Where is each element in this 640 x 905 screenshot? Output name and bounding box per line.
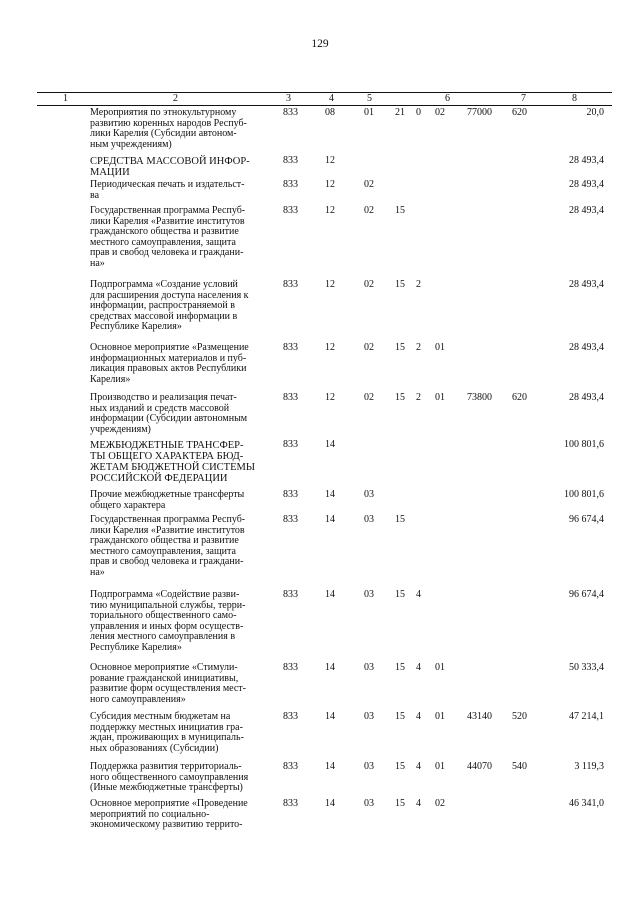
cell-col-6c: 02 <box>435 798 445 809</box>
description-line: Основное мероприятие «Проведение <box>90 798 248 809</box>
description-line: Основное мероприятие «Размещение <box>90 342 249 353</box>
description-line: ных изданий и средств массовой <box>90 402 230 414</box>
amount-cell: 46 341,0 <box>569 798 604 809</box>
cell-col-5: 02 <box>364 279 374 290</box>
cell-col-7: 620 <box>512 107 527 118</box>
cell-col-5: 03 <box>364 662 374 673</box>
cell-col-3: 833 <box>283 107 298 118</box>
cell-col-3: 833 <box>283 798 298 809</box>
description-line: РОССИЙСКОЙ ФЕДЕРАЦИИ <box>90 473 228 484</box>
description-line: СРЕДСТВА МАССОВОЙ ИНФОР- <box>90 156 250 167</box>
cell-col-6c: 01 <box>435 662 445 673</box>
description-line: Мероприятия по этнокультурному <box>90 107 237 118</box>
description-line: учреждениям) <box>90 423 151 435</box>
cell-col-6b: 2 <box>416 342 421 353</box>
amount-cell: 20,0 <box>586 107 604 118</box>
cell-col-3: 833 <box>283 205 298 216</box>
description-line: гражданского общества и развитие <box>90 535 239 547</box>
cell-col-6c: 01 <box>435 342 445 353</box>
description-line: местного самоуправления, защита <box>90 545 236 557</box>
cell-col-3: 833 <box>283 179 298 190</box>
cell-col-5: 03 <box>364 761 374 772</box>
cell-col-5: 03 <box>364 514 374 525</box>
description-line: ждан, проживающих в муниципаль- <box>90 732 244 744</box>
cell-col-4: 12 <box>325 392 335 403</box>
cell-col-5: 02 <box>364 179 374 190</box>
description-line: мероприятий по социально- <box>90 808 210 820</box>
cell-col-6b: 2 <box>416 392 421 403</box>
description-line: развитие форм осуществления мест- <box>90 683 247 695</box>
header-col-7: 7 <box>521 93 526 104</box>
cell-col-5: 03 <box>364 711 374 722</box>
amount-cell: 96 674,4 <box>569 514 604 525</box>
cell-col-6c: 02 <box>435 107 445 118</box>
row-description <box>90 590 270 654</box>
cell-col-6d: 73800 <box>467 392 492 403</box>
description-line: развитию коренных народов Респуб- <box>90 117 247 129</box>
amount-cell: 3 119,3 <box>574 761 604 772</box>
description-line: местного самоуправления, защита <box>90 236 236 248</box>
cell-col-5: 03 <box>364 589 374 600</box>
header-col-8: 8 <box>572 93 577 104</box>
description-line: ным учреждениям) <box>90 138 172 150</box>
header-col-3: 3 <box>286 93 291 104</box>
description-line: ториального общественного само- <box>90 610 237 622</box>
cell-col-4: 14 <box>325 798 335 809</box>
description-line: прав и свобод человека и граждани- <box>90 556 244 568</box>
cell-col-6d: 43140 <box>467 711 492 722</box>
cell-col-3: 833 <box>283 711 298 722</box>
cell-col-5: 02 <box>364 205 374 216</box>
amount-cell: 28 493,4 <box>569 155 604 166</box>
header-col-2: 2 <box>173 93 178 104</box>
description-line: ТЫ ОБЩЕГО ХАРАКТЕРА БЮД- <box>90 451 244 462</box>
cell-col-6b: 0 <box>416 107 421 118</box>
amount-cell: 96 674,4 <box>569 589 604 600</box>
description-line: для расширения доступа населения к <box>90 289 249 301</box>
cell-col-6c: 01 <box>435 711 445 722</box>
cell-col-4: 14 <box>325 489 335 500</box>
description-line: Производство и реализация печат- <box>90 392 237 403</box>
amount-cell: 28 493,4 <box>569 279 604 290</box>
cell-col-4: 12 <box>325 179 335 190</box>
description-line: Прочие межбюджетные трансферты <box>90 489 245 500</box>
amount-cell: 50 333,4 <box>569 662 604 673</box>
description-line: гражданского общества и развитие <box>90 226 239 238</box>
row-description <box>90 663 270 705</box>
row-description <box>90 712 270 754</box>
cell-col-3: 833 <box>283 489 298 500</box>
cell-col-4: 14 <box>325 711 335 722</box>
amount-cell: 28 493,4 <box>569 179 604 190</box>
cell-col-6c: 01 <box>435 392 445 403</box>
description-line: на» <box>90 566 105 578</box>
cell-col-6b: 4 <box>416 589 421 600</box>
description-line: прав и свобод человека и граждани- <box>90 247 244 259</box>
cell-col-6a: 15 <box>395 589 405 600</box>
description-line: Республике Карелия» <box>90 641 182 653</box>
description-line: информационных материалов и пуб- <box>90 352 247 364</box>
description-line: ного общественного самоуправления <box>90 771 249 783</box>
header-col-4: 4 <box>329 93 334 104</box>
cell-col-3: 833 <box>283 279 298 290</box>
cell-col-3: 833 <box>283 439 298 450</box>
description-line: управления и иных форм осуществ- <box>90 620 244 632</box>
row-description <box>90 440 270 484</box>
description-line: Подпрограмма «Создание условий <box>90 279 238 290</box>
description-line: информации (Субсидии автономным <box>90 413 248 425</box>
cell-col-3: 833 <box>283 589 298 600</box>
cell-col-7: 540 <box>512 761 527 772</box>
cell-col-6a: 15 <box>395 205 405 216</box>
cell-col-6a: 15 <box>395 662 405 673</box>
description-line: средствах массовой информации в <box>90 310 238 322</box>
cell-col-6b: 4 <box>416 711 421 722</box>
cell-col-3: 833 <box>283 514 298 525</box>
cell-col-7: 520 <box>512 711 527 722</box>
cell-col-6a: 15 <box>395 761 405 772</box>
cell-col-4: 12 <box>325 155 335 166</box>
row-description <box>90 762 270 794</box>
cell-col-6b: 4 <box>416 798 421 809</box>
description-line: рование гражданской инициативы, <box>90 672 239 684</box>
description-line: ления местного самоуправления в <box>90 631 236 643</box>
cell-col-6a: 15 <box>395 711 405 722</box>
description-line: лики Карелия «Развитие институтов <box>90 215 245 227</box>
description-line: Карелия» <box>90 373 131 385</box>
description-line: МАЦИИ <box>90 167 130 178</box>
row-description <box>90 180 270 201</box>
description-line: лики Карелия «Развитие институтов <box>90 524 245 536</box>
cell-col-5: 03 <box>364 489 374 500</box>
cell-col-6a: 21 <box>395 107 405 118</box>
cell-col-5: 02 <box>364 392 374 403</box>
row-description <box>90 156 270 178</box>
amount-cell: 28 493,4 <box>569 342 604 353</box>
description-line: ных образованиях (Субсидии) <box>90 742 219 754</box>
cell-col-4: 14 <box>325 589 335 600</box>
header-col-5: 5 <box>367 93 372 104</box>
cell-col-4: 14 <box>325 514 335 525</box>
description-line: экономическому развитию террито- <box>90 819 243 831</box>
cell-col-5: 02 <box>364 342 374 353</box>
description-line: Государственная программа Респуб- <box>90 514 246 525</box>
description-line: на» <box>90 257 105 269</box>
description-line: общего характера <box>90 499 166 511</box>
description-line: ного самоуправления» <box>90 693 186 705</box>
page-number: 129 <box>311 38 329 50</box>
description-line: Периодическая печать и издательст- <box>90 179 245 190</box>
cell-col-3: 833 <box>283 342 298 353</box>
header-col-1: 1 <box>63 93 68 104</box>
description-line: лики Карелия (Субсидии автоном- <box>90 128 237 140</box>
cell-col-4: 14 <box>325 662 335 673</box>
description-line: поддержку местных инициатив гра- <box>90 721 243 733</box>
row-description <box>90 393 270 435</box>
description-line: Основное мероприятие «Стимули- <box>90 662 238 673</box>
table-header <box>37 92 612 106</box>
amount-cell: 28 493,4 <box>569 392 604 403</box>
row-description <box>90 490 270 511</box>
description-line: Республике Карелия» <box>90 321 182 333</box>
row-description <box>90 799 270 831</box>
cell-col-6a: 15 <box>395 342 405 353</box>
cell-col-6c: 01 <box>435 761 445 772</box>
description-line: Субсидия местным бюджетам на <box>90 711 231 722</box>
cell-col-6d: 44070 <box>467 761 492 772</box>
cell-col-4: 14 <box>325 761 335 772</box>
cell-col-6d: 77000 <box>467 107 492 118</box>
description-line: ликация правовых актов Республики <box>90 363 247 375</box>
cell-col-3: 833 <box>283 662 298 673</box>
amount-cell: 100 801,6 <box>564 439 604 450</box>
row-description <box>90 280 270 333</box>
cell-col-6a: 15 <box>395 514 405 525</box>
row-description <box>90 108 270 150</box>
row-description <box>90 206 270 270</box>
cell-col-6a: 15 <box>395 798 405 809</box>
description-line: ва <box>90 189 100 201</box>
description-line: Поддержка развития территориаль- <box>90 761 242 772</box>
cell-col-3: 833 <box>283 761 298 772</box>
cell-col-6b: 4 <box>416 761 421 772</box>
cell-col-3: 833 <box>283 392 298 403</box>
cell-col-7: 620 <box>512 392 527 403</box>
cell-col-4: 14 <box>325 439 335 450</box>
amount-cell: 28 493,4 <box>569 205 604 216</box>
description-line: информации, распространяемой в <box>90 300 235 312</box>
cell-col-4: 12 <box>325 279 335 290</box>
cell-col-6a: 15 <box>395 392 405 403</box>
cell-col-4: 12 <box>325 342 335 353</box>
description-line: Государственная программа Респуб- <box>90 205 246 216</box>
description-line: тию муниципальной службы, терри- <box>90 599 246 611</box>
description-line: Подпрограмма «Содействие разви- <box>90 589 240 600</box>
cell-col-3: 833 <box>283 155 298 166</box>
amount-cell: 47 214,1 <box>569 711 604 722</box>
cell-col-6b: 2 <box>416 279 421 290</box>
cell-col-4: 12 <box>325 205 335 216</box>
description-line: (Иные межбюджетные трансферты) <box>90 782 243 794</box>
row-description <box>90 343 270 385</box>
description-line: МЕЖБЮДЖЕТНЫЕ ТРАНСФЕР- <box>90 440 244 451</box>
description-line: ЖЕТАМ БЮДЖЕТНОЙ СИСТЕМЫ <box>90 462 255 473</box>
cell-col-6b: 4 <box>416 662 421 673</box>
cell-col-5: 01 <box>364 107 374 118</box>
row-description <box>90 515 270 579</box>
header-col-6: 6 <box>445 93 450 104</box>
amount-cell: 100 801,6 <box>564 489 604 500</box>
cell-col-5: 03 <box>364 798 374 809</box>
cell-col-4: 08 <box>325 107 335 118</box>
cell-col-6a: 15 <box>395 279 405 290</box>
